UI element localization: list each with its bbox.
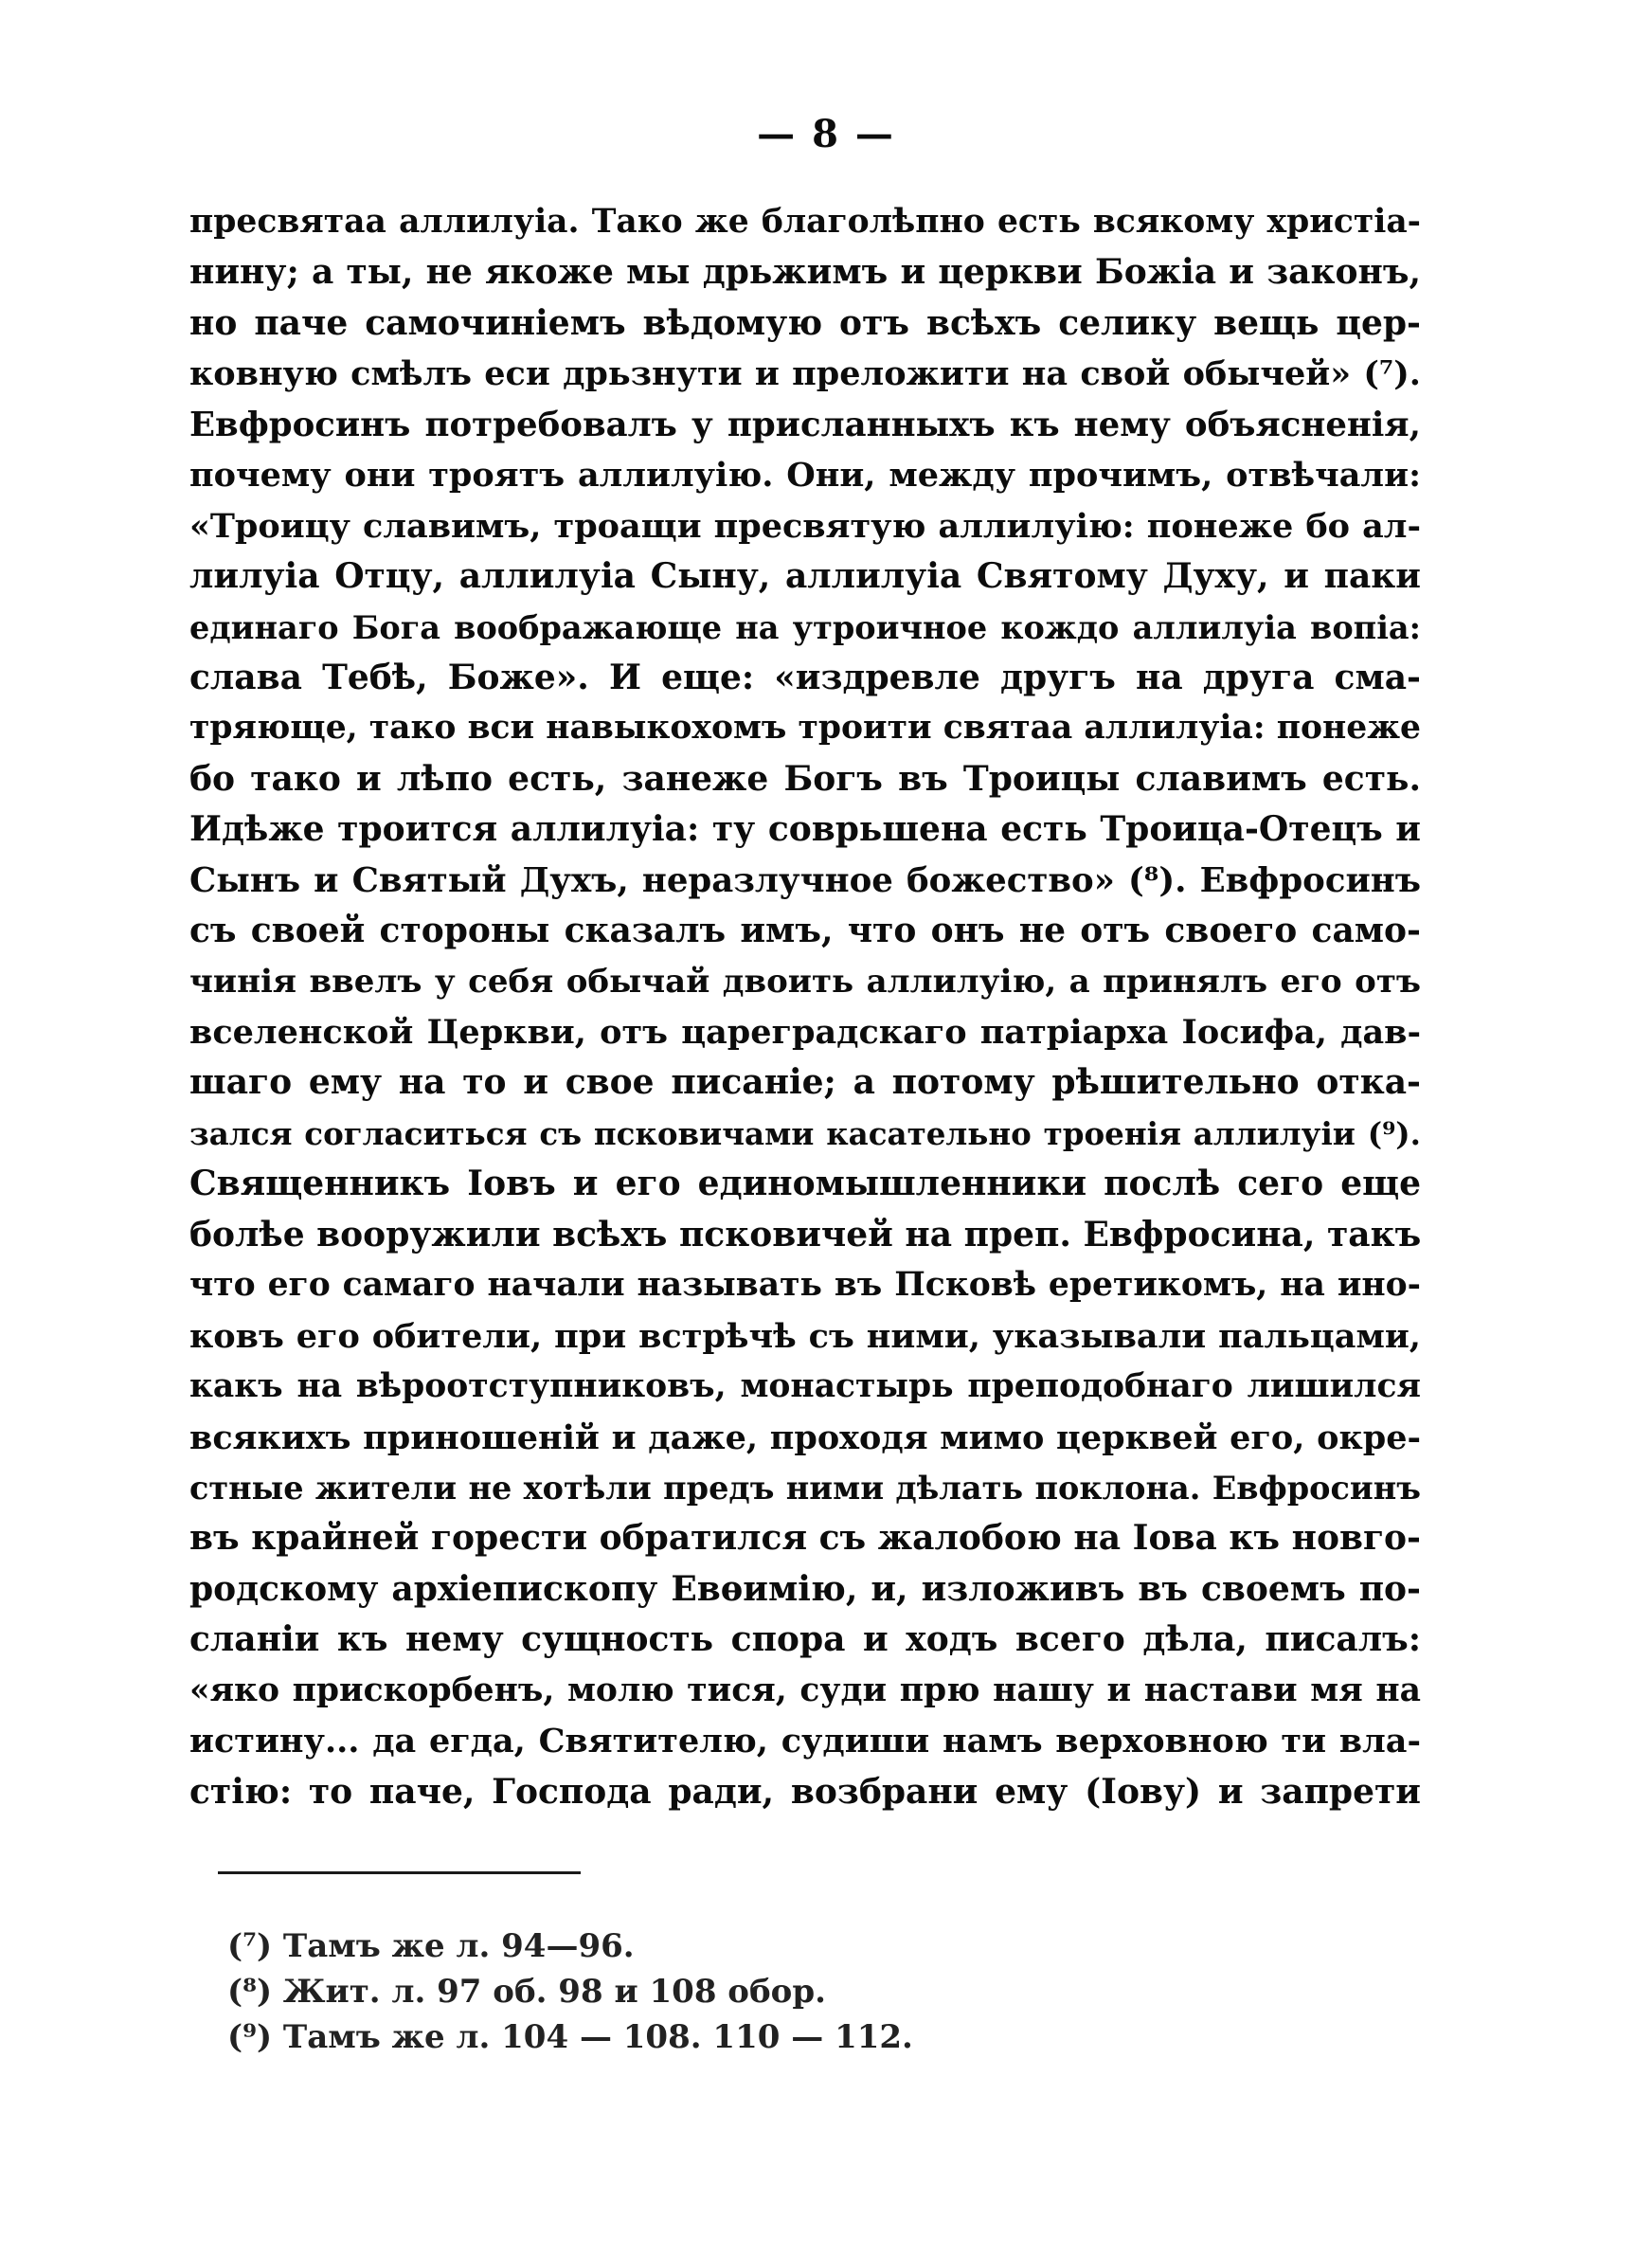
text-line: Идѣже троится аллилуіа: ту соврьшена есть Троица-Отецъ и	[189, 809, 1421, 850]
page-number: — 8 —	[757, 112, 895, 156]
text-line: съ своей стороны сказалъ имъ, что онъ не отъ своего само-	[189, 911, 1421, 951]
text-line: нину; а ты, не якоже мы дрьжимъ и церкви Божіа и законъ,	[189, 252, 1421, 293]
text-line: истину... да егда, Святителю, судиши намъ верховною ти вла-	[189, 1722, 1421, 1761]
text-line: сланіи къ нему сущность спора и ходъ всего дѣла, писалъ:	[189, 1619, 1421, 1660]
text-line: ковную смѣлъ еси дрьзнути и преложити на свой обычей» (⁷).	[189, 354, 1421, 394]
text-line: что его самаго начали называть въ Псковѣ еретикомъ, на ино-	[189, 1266, 1421, 1305]
text-line: слава Тебѣ, Боже». И еще: «издревле другъ на друга сма-	[189, 657, 1421, 697]
text-line: Священникъ Іовъ и его единомышленники послѣ сего еще	[189, 1164, 1421, 1204]
text-line: пресвятаа аллилуіа. Тако же благолѣпно есть всякому христіа-	[189, 203, 1421, 241]
text-line: родскому архіепископу Евѳимію, и, изложивъ въ своемъ по-	[189, 1568, 1421, 1609]
text-line: въ крайней горести обратился съ жалобою на Іова къ новго-	[189, 1518, 1421, 1559]
footnote-divider	[218, 1871, 581, 1874]
text-line: почему они троятъ аллилуію. Они, между прочимъ, отвѣчали:	[189, 456, 1421, 496]
text-line: вселенской Церкви, отъ цареградскаго патріарха Іосифа, дав-	[189, 1013, 1421, 1052]
text-line: но паче самочиніемъ вѣдомую отъ всѣхъ селику вещь цер-	[189, 302, 1421, 343]
text-line: единаго Бога воображающе на утроичное кождо аллилуіа вопіа:	[189, 608, 1421, 646]
text-line: ковъ его обители, при встрѣчѣ съ ними, указывали пальцами,	[189, 1316, 1421, 1356]
text-line: Сынъ и Святый Духъ, неразлучное божество» (⁸). Евфросинъ	[189, 860, 1421, 900]
text-line: лилуіа Отцу, аллилуіа Сыну, аллилуіа Святому Духу, и паки	[189, 556, 1421, 597]
text-line: «Троицу славимъ, троащи пресвятую аллилуію: понеже бо ал-	[189, 506, 1421, 546]
footnotes	[227, 1923, 1080, 2060]
text-line: зался согласиться съ псковичами касательно троенія аллилуіи (⁹).	[189, 1114, 1421, 1152]
footnote: (⁹) Тамъ же л. 104 — 108. 110 — 112.	[227, 2018, 913, 2056]
text-line: «яко прискорбенъ, молю тися, суди прю нашу и настави мя на	[189, 1670, 1421, 1709]
body-text	[189, 197, 1421, 1817]
text-line: стію: то паче, Господа ради, возбрани ему (Іову) и запрети	[189, 1771, 1421, 1812]
text-line: всякихъ приношеній и даже, проходя мимо церквей его, окре-	[189, 1417, 1421, 1457]
text-line: Евфросинъ потребовалъ у присланныхъ къ нему объясненія,	[189, 405, 1421, 444]
text-line: чинія ввелъ у себя обычай двоить аллилуію, а принялъ его отъ	[189, 962, 1421, 1001]
text-line: стные жители не хотѣли предъ ними дѣлать поклона. Евфросинъ	[189, 1469, 1421, 1507]
text-line: шаго ему на то и свое писаніе; а потому рѣшительно отка-	[189, 1062, 1421, 1103]
text-line: болѣе вооружили всѣхъ псковичей на преп. Евфросина, такъ	[189, 1214, 1422, 1255]
footnote: (⁸) Жит. л. 97 об. 98 и 108 обор.	[227, 1973, 826, 2011]
text-line: тряюще, тако вси навыкохомъ троити святаа аллилуіа: понеже	[189, 709, 1421, 748]
footnote: (⁷) Тамъ же л. 94—96.	[227, 1927, 635, 1965]
text-line: какъ на вѣроотступниковъ, монастырь преподобнаго лишился	[189, 1367, 1421, 1406]
text-line: бо тако и лѣпо есть, занеже Богъ въ Троицы славимъ есть.	[189, 758, 1421, 799]
